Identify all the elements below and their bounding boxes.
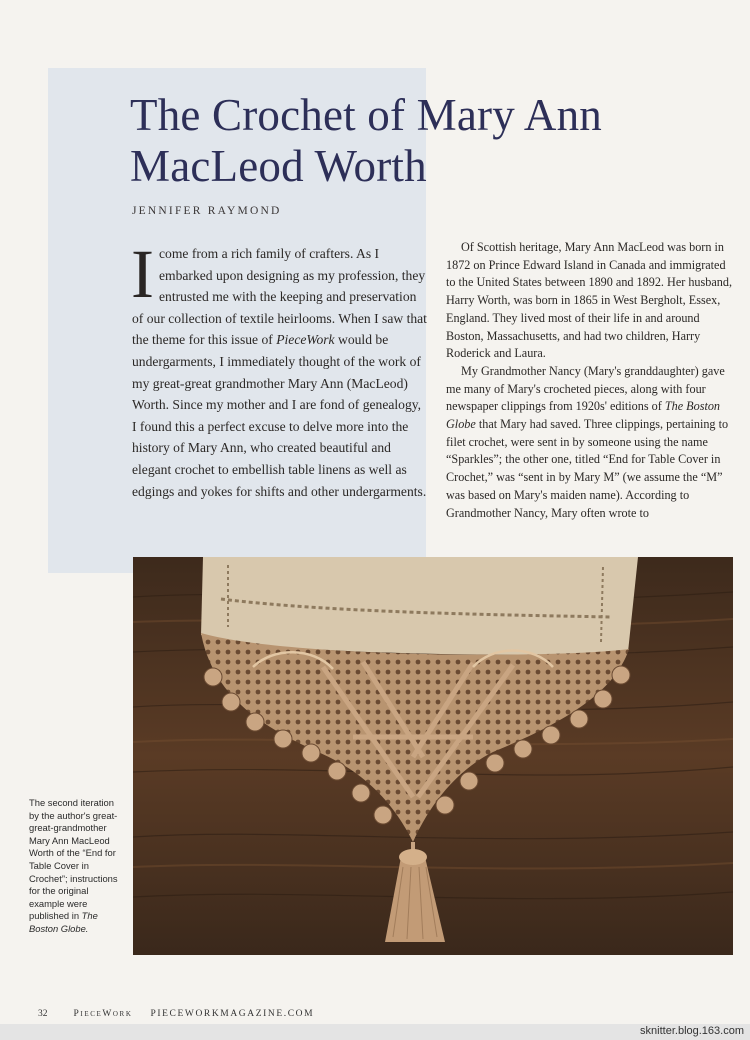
article-title: The Crochet of Mary Ann MacLeod Worth — [130, 90, 602, 191]
crochet-photo — [133, 557, 733, 955]
watermark-text: sknitter.blog.163.com — [640, 1025, 744, 1037]
magazine-name: PieceWork — [73, 1009, 133, 1019]
magazine-name-italic: PieceWork — [276, 332, 335, 348]
linen-runner — [201, 557, 638, 655]
para3-start: My Grandmother Nancy (Mary's granddaughter) gave me many of Mary's crocheted pieces, along with four newspaper clippings from 1920s' editions of — [446, 363, 725, 414]
caption-italic-source: The Boston Globe. — [29, 910, 98, 934]
paragraph-heritage: Of Scottish heritage, Mary Ann MacLeod was born in 1872 on Prince Edward Island in Canada and immigrated to the United States between 1890 and 1892. Her husband, Harry Worth, was born in 1865 in West Bergholt, Essex, England. They lived most of their life in and around Boston, Massachusetts, and had two children, Harry Roderick and Laura. — [446, 240, 733, 361]
magazine-website: PIECEWORKMAGAZINE.COM — [150, 1009, 315, 1019]
intro-paragraph — [131, 236, 428, 502]
intro-text-end: would be undergarments, I immediately thought of the work of my great-great grandmother Mary Ann (MacLeod) Worth. Since my mother and I are fond of genealogy, I found this a perfect excuse to delve more into the history of Mary Ann, who created beautiful and elegant crochet to embellish table linens as well as edgings and yokes for shifts and other undergarments. — [132, 332, 427, 499]
paragraph-clippings — [446, 363, 738, 522]
page-footer — [38, 1009, 314, 1019]
para3-end: that Mary had saved. Three clippings, pertaining to filet crochet, were sent in by someone using the name “Sparkles”; the other one, titled “End for Table Cover in Crochet,” was “sent in by Mary M” (we assume the “M” was based on Mary's maiden name). According to Grandmother Nancy, Mary often wrote to — [446, 417, 729, 520]
caption-text: The second iteration by the author's great-great-grandmother Mary Ann MacLeod Worth of the “End for Table Cover in Crochet”; instructions for the original example were published in — [29, 797, 118, 922]
watermark-bar — [0, 1024, 750, 1040]
right-column — [446, 239, 738, 522]
page-number: 32 — [38, 1009, 48, 1019]
author-byline: JENNIFER RAYMOND — [132, 205, 282, 217]
newspaper-name-italic: The Boston Globe — [446, 399, 721, 432]
photo-caption — [29, 797, 121, 936]
drop-cap: I — [131, 236, 154, 312]
intro-text-start: come from a rich family of crafters. As I embarked upon designing as my profession, they entrusted me with the keeping and preservation of our collection of textile heirlooms. When I saw that the theme for this issue of — [132, 246, 427, 348]
